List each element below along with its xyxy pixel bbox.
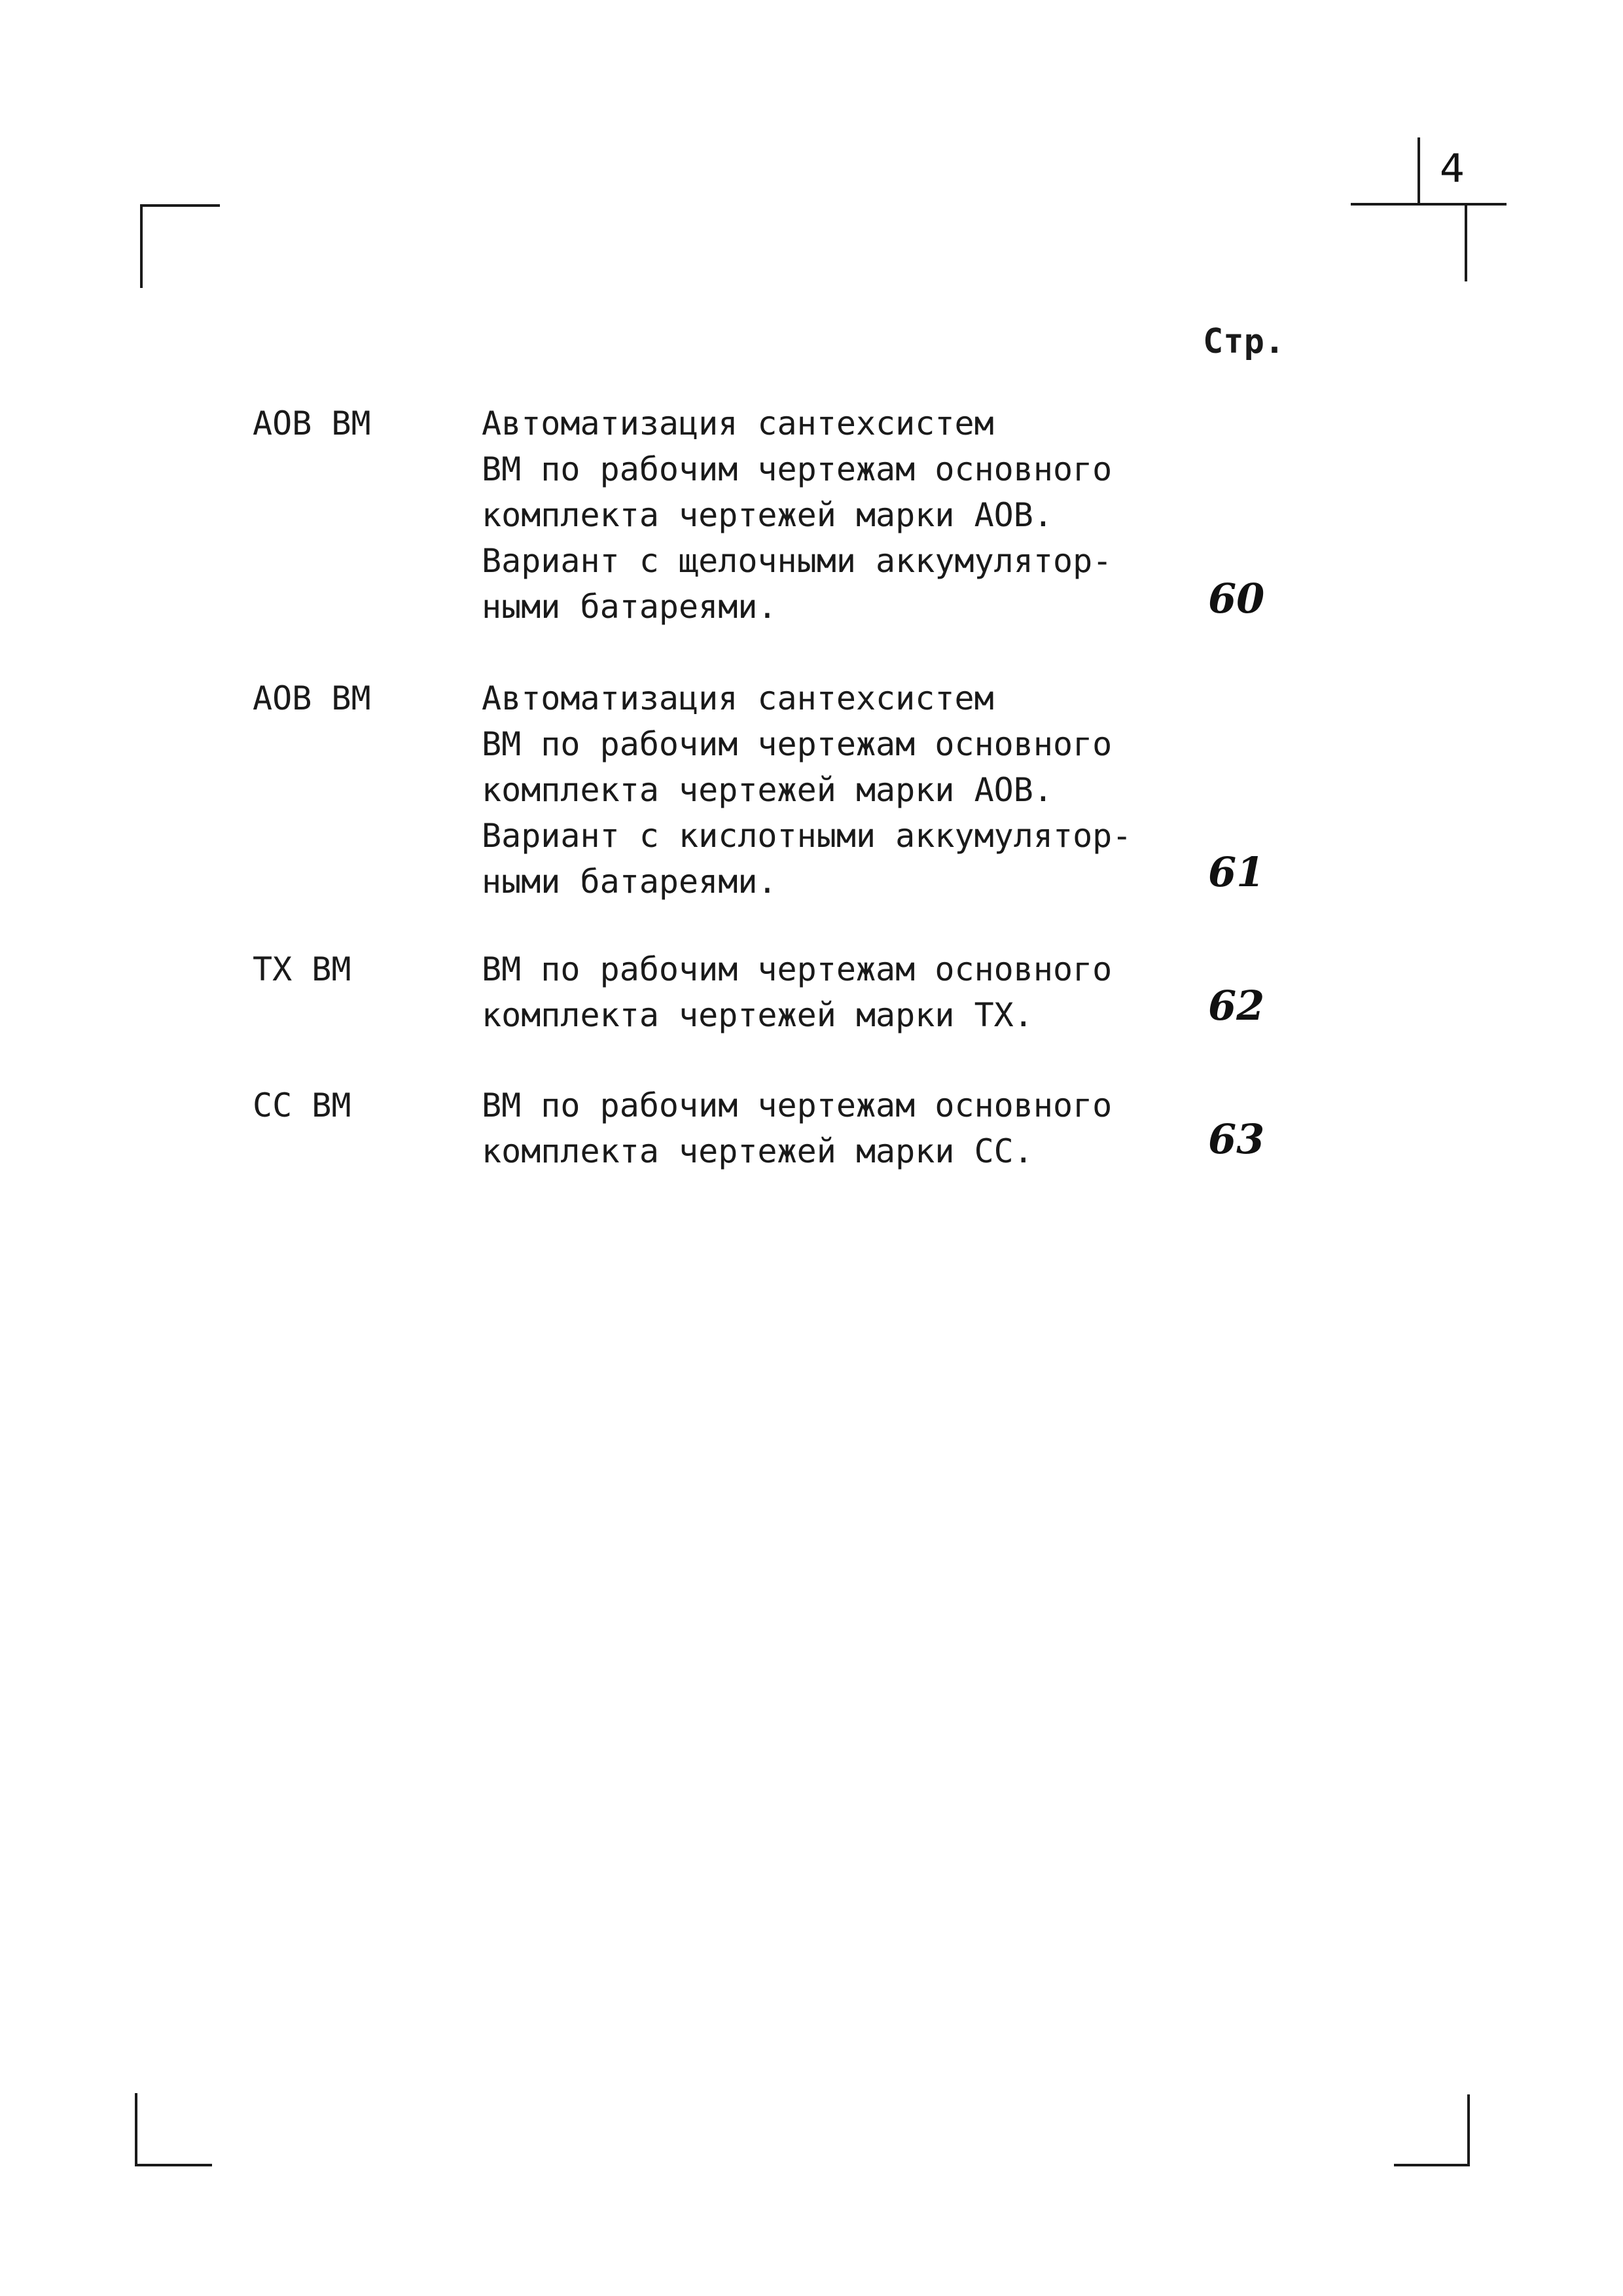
- entry-description: [482, 675, 1132, 905]
- entry-code: АОВ ВМ: [253, 679, 371, 717]
- corner-mark-bottom-right-horizontal: [1394, 2164, 1470, 2166]
- entry-description-line: ными батареями.: [482, 863, 777, 901]
- entry-page-number: 62: [1208, 982, 1265, 1030]
- entry-description-line: комплекта чертежей марки АОВ.: [482, 496, 1053, 534]
- entry-code: ТХ ВМ: [253, 950, 351, 988]
- entry-description: [482, 401, 1112, 630]
- page-number: 4: [1440, 146, 1465, 192]
- entry-description-line: ными батареями.: [482, 588, 777, 626]
- entry-description-line: Автоматизация сантехсистем: [482, 404, 994, 442]
- corner-mark-bottom-right-vertical: [1467, 2094, 1470, 2166]
- entry-description: [482, 1083, 1112, 1174]
- entry-code: СС ВМ: [253, 1086, 351, 1124]
- entry-description-line: Вариант с щелочными аккумулятор-: [482, 542, 1113, 580]
- entry-description-line: Вариант с кислотными аккумулятор-: [482, 817, 1132, 855]
- corner-mark-top-left-horizontal: [140, 204, 220, 207]
- entry-code: АОВ ВМ: [253, 404, 371, 442]
- entry-description-line: комплекта чертежей марки СС.: [482, 1132, 1033, 1170]
- entry-description-line: ВМ по рабочим чертежам основного: [482, 950, 1113, 988]
- entry-description-line: комплекта чертежей марки АОВ.: [482, 771, 1053, 809]
- entry-description: [482, 946, 1112, 1038]
- entry-page-number: 63: [1208, 1115, 1265, 1163]
- page-number-divider: [1418, 137, 1420, 203]
- entry-page-number: 61: [1208, 848, 1265, 896]
- entry-page-number: 60: [1208, 575, 1265, 622]
- corner-mark-top-right-horizontal: [1351, 203, 1507, 206]
- entry-description-line: ВМ по рабочим чертежам основного: [482, 725, 1113, 763]
- corner-mark-bottom-left-horizontal: [135, 2164, 212, 2166]
- entry-description-line: Автоматизация сантехсистем: [482, 679, 994, 717]
- corner-mark-bottom-left-vertical: [135, 2093, 137, 2166]
- corner-mark-top-left-vertical: [140, 204, 143, 288]
- entry-description-line: ВМ по рабочим чертежам основного: [482, 450, 1113, 488]
- entry-description-line: ВМ по рабочим чертежам основного: [482, 1086, 1113, 1124]
- entry-description-line: комплекта чертежей марки ТХ.: [482, 996, 1033, 1034]
- page-column-header: Стр.: [1203, 322, 1285, 361]
- corner-mark-top-right-vertical: [1465, 204, 1467, 281]
